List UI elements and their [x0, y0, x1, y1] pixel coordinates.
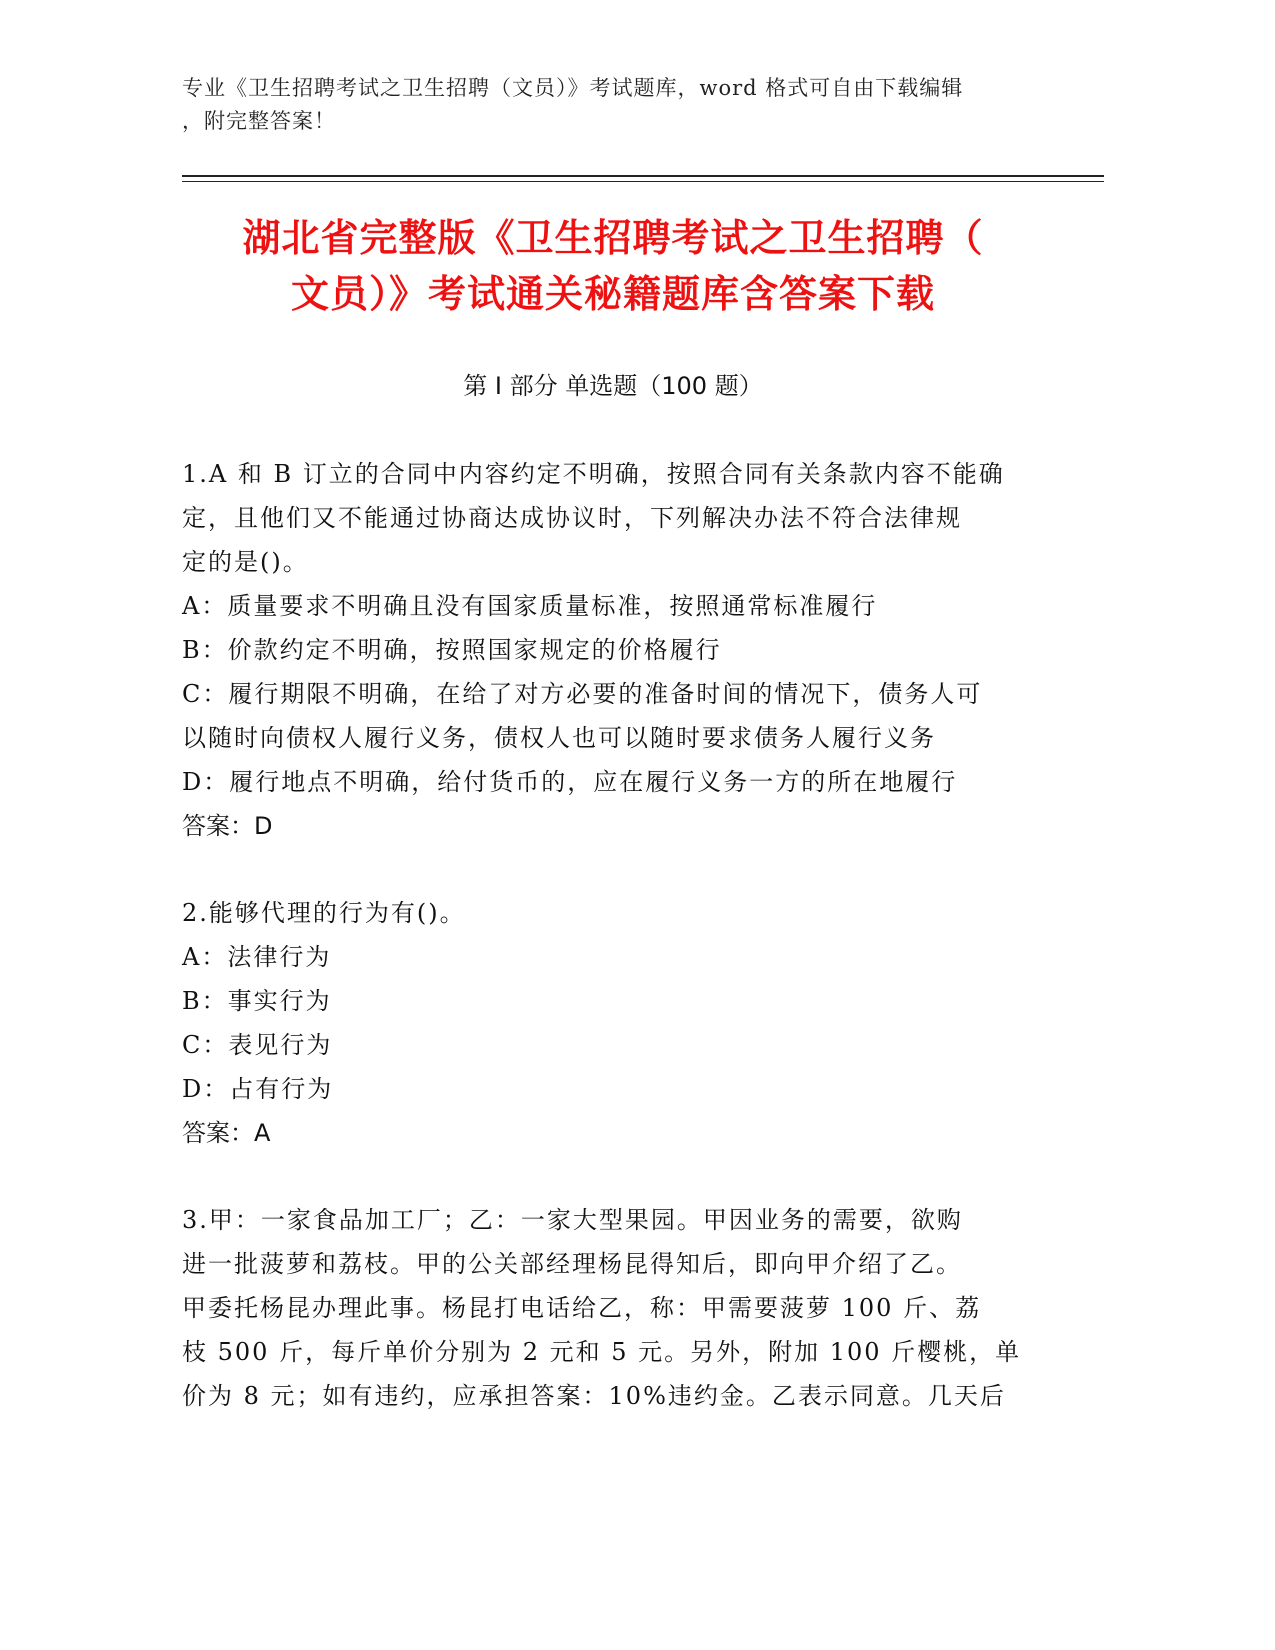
option-line: B：事实行为	[182, 987, 332, 1015]
section-title: 第 I 部分 单选题（100 题）	[463, 372, 763, 400]
question-stem-line: 3.甲：一家食品加工厂；乙：一家大型果园。甲因业务的需要，欲购	[182, 1206, 963, 1234]
question-stem-line: 枝 500 斤，每斤单价分别为 2 元和 5 元。另外，附加 100 斤樱桃，单	[182, 1338, 1022, 1366]
question-stem-line: 定，且他们又不能通过协商达成协议时，下列解决办法不符合法律规	[182, 504, 962, 532]
header-divider-thin	[182, 181, 1104, 182]
option-line: C：表见行为	[182, 1031, 333, 1059]
header-note-line: 专业《卫生招聘考试之卫生招聘（文员）》考试题库，word 格式可自由下载编辑	[182, 76, 964, 100]
option-line: D：占有行为	[182, 1075, 334, 1103]
document-title	[182, 210, 1044, 322]
option-line: B：价款约定不明确，按照国家规定的价格履行	[182, 636, 722, 664]
header-note	[182, 72, 1042, 138]
document-title-line: 湖北省完整版《卫生招聘考试之卫生招聘（	[242, 216, 984, 260]
question-stem-line: 价为 8 元；如有违约，应承担答案：10%违约金。乙表示同意。几天后	[182, 1382, 1006, 1410]
answer-line: 答案：A	[182, 1119, 271, 1147]
question-item	[182, 1198, 1052, 1418]
option-line: C：履行期限不明确，在给了对方必要的准备时间的情况下，债务人可	[182, 680, 983, 708]
question-list	[182, 452, 1052, 1461]
option-line: A：质量要求不明确且没有国家质量标准，按照通常标准履行	[182, 592, 878, 620]
header-divider-thick	[182, 175, 1104, 177]
header-note-line: ，附完整答案！	[182, 109, 336, 133]
option-line: 以随时向债权人履行义务，债权人也可以随时要求债务人履行义务	[182, 724, 936, 752]
option-line: D：履行地点不明确，给付货币的，应在履行义务一方的所在地履行	[182, 768, 958, 796]
question-stem-line: 甲委托杨昆办理此事。杨昆打电话给乙，称：甲需要菠萝 100 斤、荔	[182, 1294, 982, 1322]
option-line: A：法律行为	[182, 943, 332, 971]
question-stem-line: 1.A 和 B 订立的合同中内容约定不明确，按照合同有关条款内容不能确	[182, 460, 1005, 488]
document-title-line: 文员）》考试通关秘籍题库含答案下载	[290, 272, 935, 316]
question-stem-line: 2.能够代理的行为有()。	[182, 899, 466, 927]
question-stem-line: 定的是()。	[182, 548, 309, 576]
answer-line: 答案：D	[182, 812, 273, 840]
question-stem-line: 进一批菠萝和荔枝。甲的公关部经理杨昆得知后，即向甲介绍了乙。	[182, 1250, 962, 1278]
question-item	[182, 891, 1052, 1155]
question-item	[182, 452, 1052, 848]
